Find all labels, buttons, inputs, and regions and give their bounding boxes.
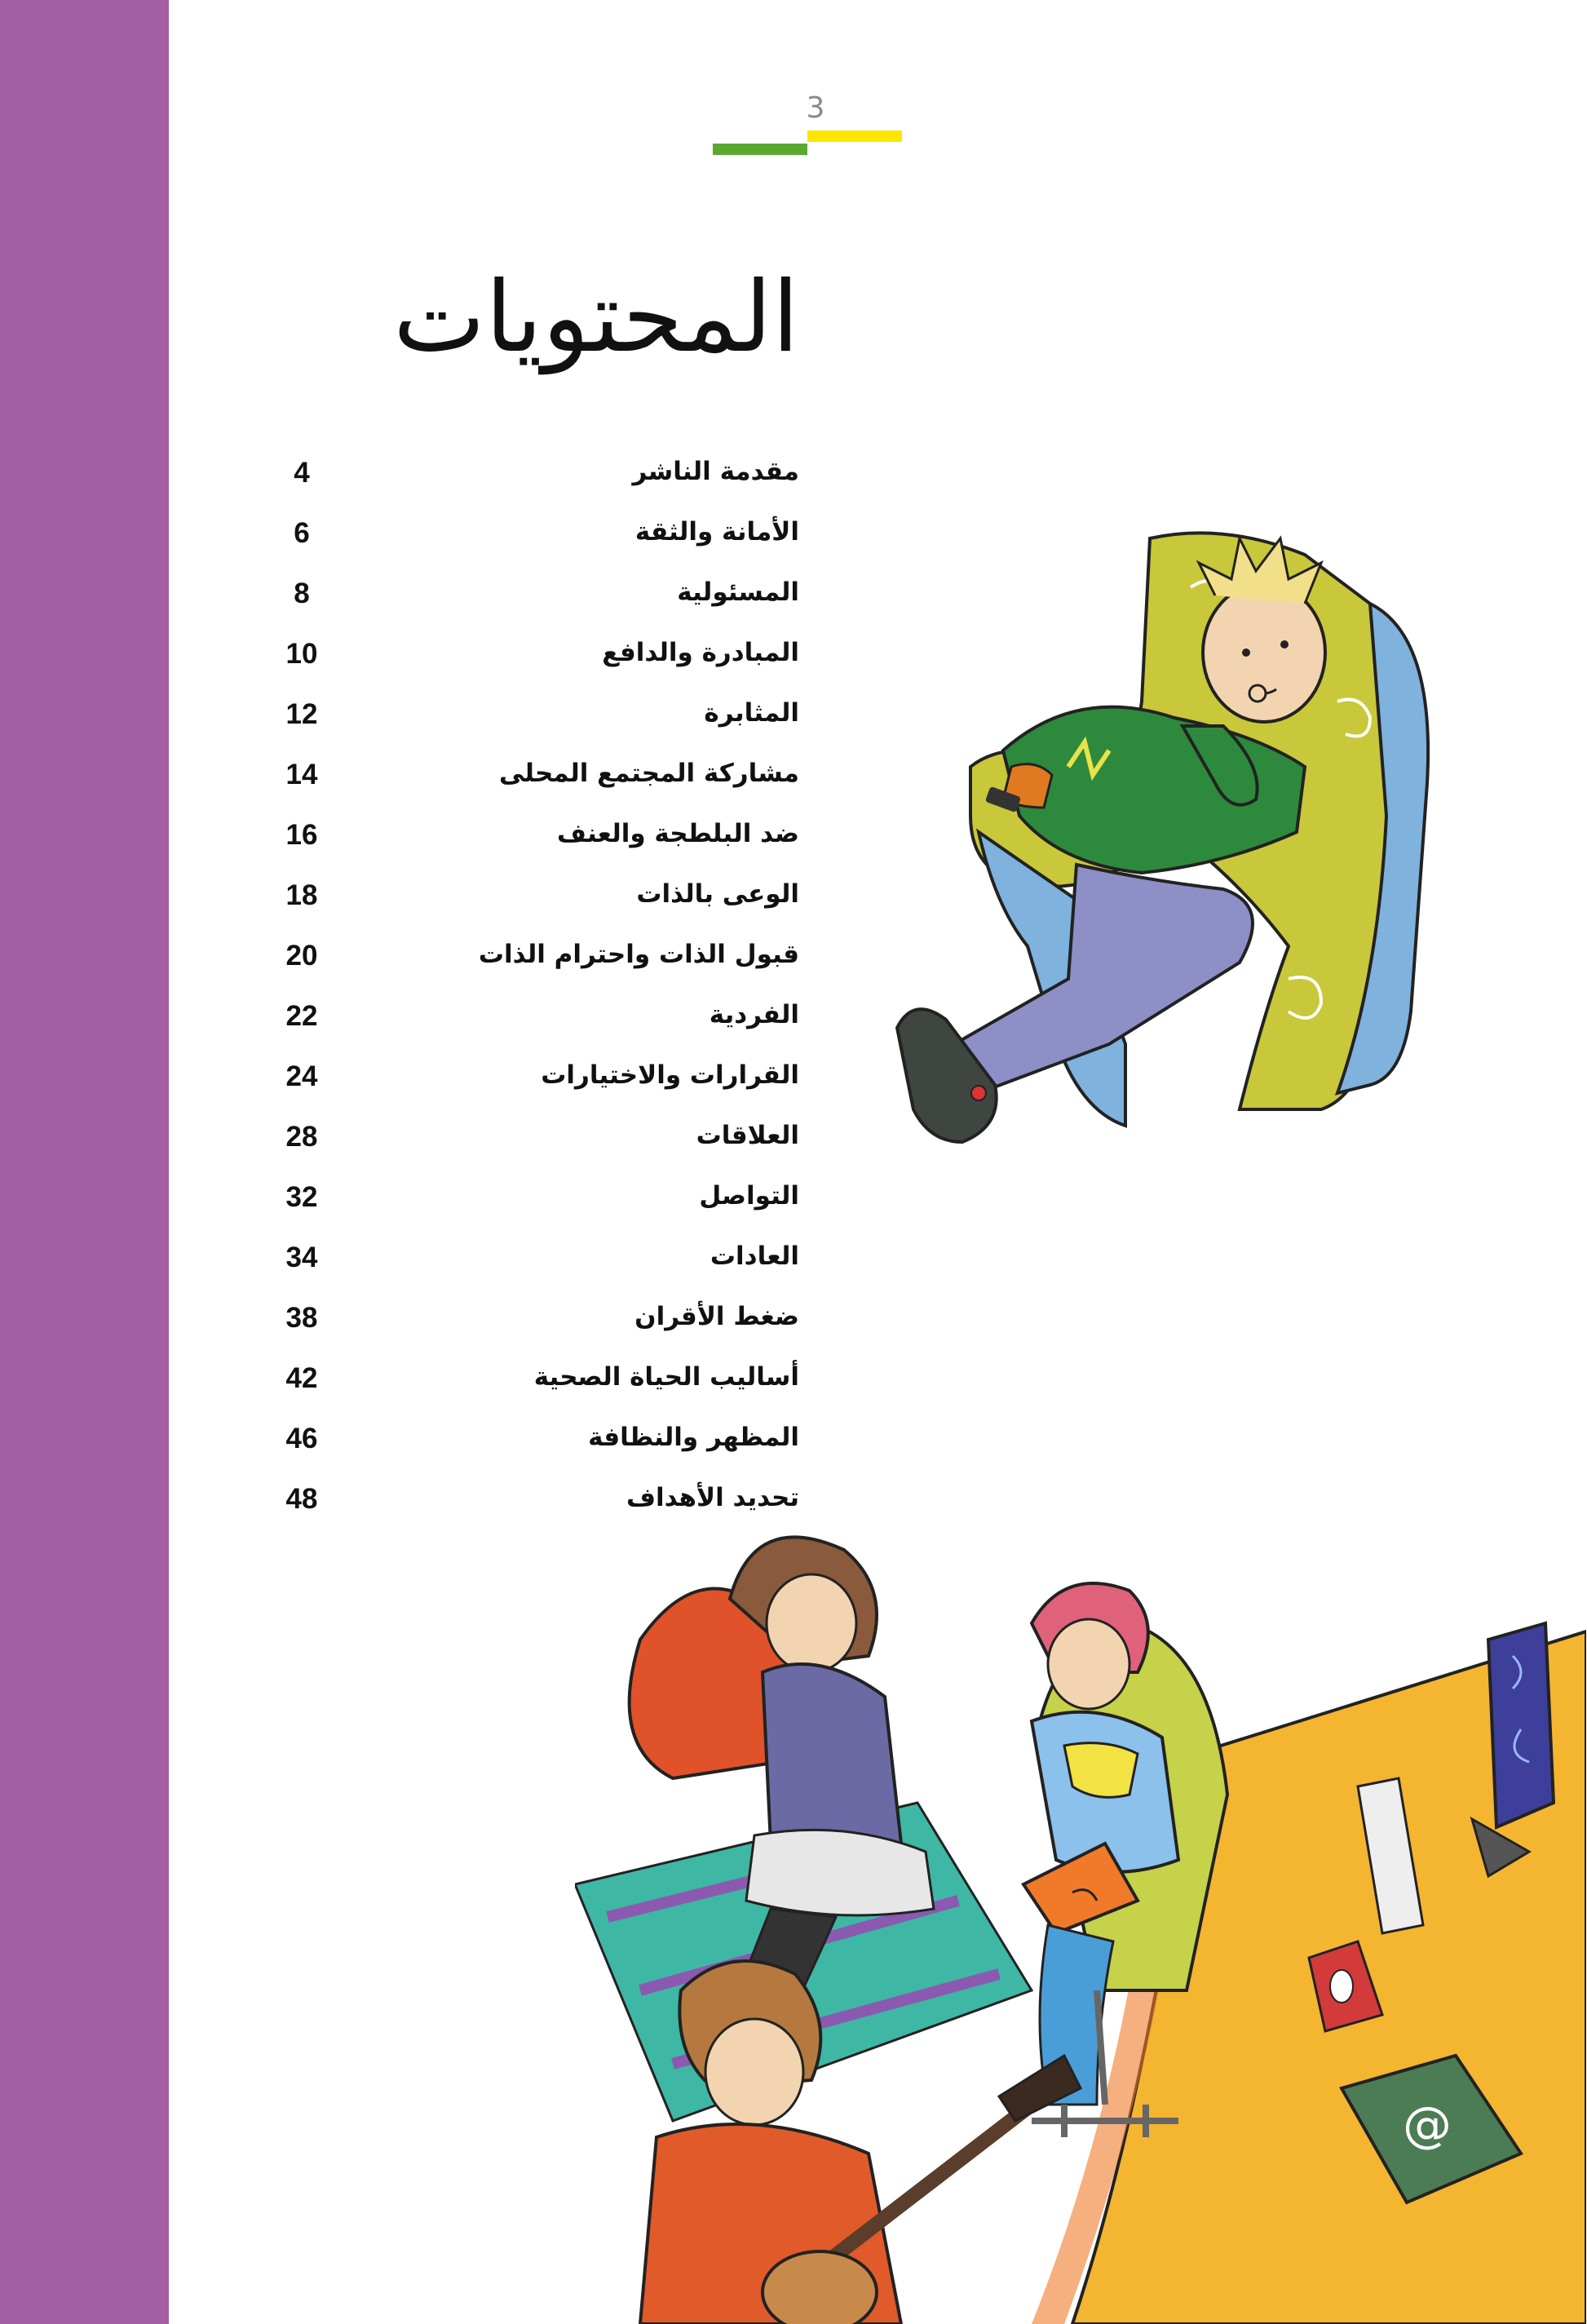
toc-entry[interactable]: [269, 1181, 799, 1230]
toc-entry-title: مقدمة الناشر: [632, 457, 799, 486]
toc-entry[interactable]: [269, 1242, 799, 1290]
toc-entry-title: الفردية: [709, 1000, 799, 1029]
toc-entry-title: أساليب الحياة الصحية: [533, 1362, 799, 1392]
toc-entry-page: 34: [285, 1242, 318, 1273]
toc-entry-page: 16: [285, 819, 318, 851]
toc-entry-title: التواصل: [699, 1181, 799, 1211]
toc-entry-page: 14: [285, 759, 318, 790]
toc-entry-title: الوعى بالذات: [636, 879, 799, 909]
toc-entry-title: قبول الذات واحترام الذات: [478, 940, 799, 969]
toc-entry-page: 32: [285, 1181, 318, 1213]
toc-entry-page: 48: [285, 1483, 318, 1515]
toc-entry-title: الأمانة والثقة: [634, 517, 799, 547]
toc-entry-page: 12: [285, 698, 318, 730]
toc-entry[interactable]: [269, 638, 799, 687]
toc-entry-title: المثابرة: [704, 698, 799, 728]
toc-entry-title: المسئولية: [677, 578, 799, 607]
toc-entry-title: العلاقات: [696, 1121, 799, 1150]
toc-entry-title: مشاركة المجتمع المحلى: [498, 759, 799, 788]
toc-entry-page: 10: [285, 638, 318, 670]
toc-entry-title: ضغط الأقران: [634, 1302, 799, 1331]
accent-bar-yellow: [807, 131, 902, 142]
toc-entry-page: 8: [294, 578, 310, 609]
toc-entry-page: 6: [294, 517, 310, 549]
toc-entry-page: 24: [285, 1060, 318, 1092]
svg-text:@: @: [1403, 2096, 1452, 2154]
toc-entry-page: 18: [285, 879, 318, 911]
toc-entry[interactable]: [269, 1000, 799, 1049]
toc-entry[interactable]: [269, 1362, 799, 1411]
toc-entry[interactable]: [269, 1121, 799, 1170]
toc-entry-page: 38: [285, 1302, 318, 1334]
toc-entry-page: 22: [285, 1000, 318, 1032]
accent-bar-green: [713, 144, 807, 155]
toc-entry-page: 46: [285, 1423, 318, 1454]
toc-entry-title: العادات: [710, 1242, 799, 1271]
toc-entry[interactable]: [269, 698, 799, 747]
teens-in-room-illustration: [575, 1534, 1586, 2324]
toc-entry-title: تحديد الأهداف: [626, 1483, 799, 1512]
toc-entry[interactable]: [269, 578, 799, 626]
page-number: 3: [806, 91, 825, 125]
toc-entry-page: 28: [285, 1121, 318, 1153]
toc-entry[interactable]: [269, 940, 799, 989]
toc-entry-title: المظهر والنظافة: [588, 1423, 799, 1452]
toc-entry[interactable]: [269, 819, 799, 868]
toc-entry-page: 4: [294, 457, 310, 489]
toc-entry-page: 20: [285, 940, 318, 972]
toc-entry[interactable]: [269, 1302, 799, 1351]
toc-entry[interactable]: [269, 879, 799, 928]
toc-entry[interactable]: [269, 1060, 799, 1109]
toc-entry[interactable]: [269, 457, 799, 506]
toc-entry[interactable]: [269, 1483, 799, 1532]
boy-in-armchair-illustration: [881, 522, 1435, 1191]
toc-entry[interactable]: [269, 1423, 799, 1472]
toc-entry-title: القرارات والاختيارات: [541, 1060, 799, 1090]
toc-heading: المحتويات: [393, 261, 799, 374]
toc-entry[interactable]: [269, 759, 799, 808]
side-color-band: [0, 0, 169, 2324]
toc-entry[interactable]: [269, 517, 799, 566]
toc-entry-title: ضد البلطجة والعنف: [557, 819, 799, 848]
toc-entry-title: المبادرة والدافع: [602, 638, 799, 667]
toc-entry-page: 42: [285, 1362, 318, 1394]
